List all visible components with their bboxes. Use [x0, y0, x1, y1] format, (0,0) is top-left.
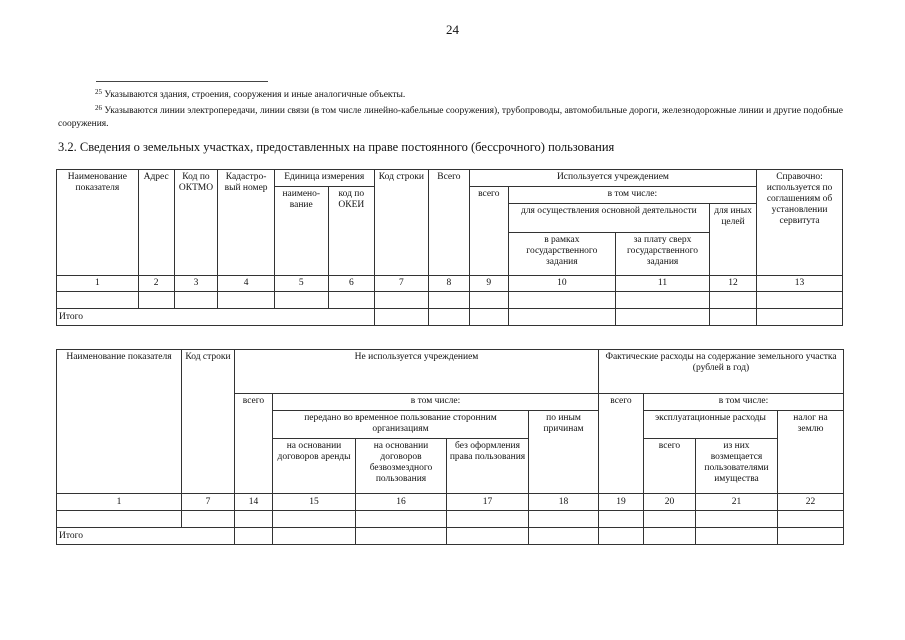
col-number: 7 — [374, 276, 428, 292]
col-number: 19 — [599, 494, 644, 511]
col-number: 16 — [356, 494, 447, 511]
table-cell[interactable] — [615, 292, 709, 309]
table-cell[interactable] — [644, 511, 696, 528]
header-used: Используется учреждением — [469, 170, 756, 187]
header-address: Адрес — [138, 170, 174, 276]
table-cell[interactable] — [57, 292, 139, 309]
total-row — [57, 528, 844, 545]
table-cell[interactable] — [428, 292, 469, 309]
table-cell[interactable] — [710, 309, 757, 326]
table-cell[interactable] — [599, 511, 644, 528]
col-number: 22 — [778, 494, 844, 511]
table-cell[interactable] — [235, 528, 273, 545]
table-cell[interactable] — [508, 292, 615, 309]
header-free-use: на основании договоров безвозмездного пользования — [356, 439, 447, 494]
table-cell[interactable] — [374, 309, 428, 326]
col-number: 9 — [469, 276, 508, 292]
column-numbers-row — [57, 494, 844, 511]
table-cell[interactable] — [374, 292, 428, 309]
header-paid-services: за плату сверх государственного задания — [615, 233, 709, 276]
header-used-total: всего — [469, 187, 508, 276]
col-number: 10 — [508, 276, 615, 292]
header-oktmo: Код по ОКТМО — [174, 170, 218, 276]
column-numbers-row — [57, 276, 843, 292]
table-cell[interactable] — [428, 309, 469, 326]
header-land-tax: налог на землю — [778, 411, 844, 494]
header-expenses-including: в том числе: — [644, 394, 844, 411]
table-cell[interactable] — [218, 292, 274, 309]
table-cell[interactable] — [599, 528, 644, 545]
footnote-text: Указываются здания, строения, сооружения и иные аналогичные объекты. — [104, 90, 406, 100]
header-cadastral-number: Кадастро-вый номер — [218, 170, 274, 276]
col-number: 21 — [696, 494, 778, 511]
col-number: 1 — [57, 276, 139, 292]
table-cell[interactable] — [757, 292, 843, 309]
table-cell[interactable] — [356, 511, 447, 528]
table-cell[interactable] — [274, 292, 328, 309]
header-row-code: Код строки — [182, 350, 235, 494]
header-expenses-total: всего — [599, 394, 644, 494]
col-number: 7 — [182, 494, 235, 511]
table-cell[interactable] — [273, 528, 356, 545]
header-easement: Справочно: используется по соглашениям об установлении сервитута — [757, 170, 843, 276]
col-number: 4 — [218, 276, 274, 292]
col-number: 2 — [138, 276, 174, 292]
col-number: 8 — [428, 276, 469, 292]
land-plots-used-table — [56, 169, 843, 326]
table-cell[interactable] — [235, 511, 273, 528]
header-other-purposes: для иных целей — [710, 204, 757, 276]
footnote-26 — [58, 102, 843, 131]
col-number: 11 — [615, 276, 709, 292]
table-cell[interactable] — [57, 511, 182, 528]
header-no-right: без оформления права пользования — [447, 439, 529, 494]
header-indicator-name: Наименование показателя — [57, 350, 182, 494]
table-cell[interactable] — [356, 528, 447, 545]
total-label: Итого — [57, 309, 375, 326]
header-state-task: в рамках государственного задания — [508, 233, 615, 276]
total-row — [57, 309, 843, 326]
table-cell[interactable] — [447, 528, 529, 545]
header-temporary-use: передано во временное пользование сторонним организациям — [273, 411, 529, 439]
header-actual-expenses: Фактические расходы на содержание земельного участка (рублей в год) — [599, 350, 844, 394]
table-cell[interactable] — [174, 292, 218, 309]
table-cell[interactable] — [469, 292, 508, 309]
footnote-text: Указываются линии электропередачи, линии связи (в том числе линейно-кабельные сооружения), трубопроводы, автомобильные дороги, железнодорожные линии и другие подобные сооружения. — [58, 106, 844, 129]
table-cell[interactable] — [529, 528, 599, 545]
footnote-mark: 26 — [95, 104, 102, 112]
header-unit: Единица измерения — [274, 170, 374, 187]
header-indicator-name: Наименование показателя — [57, 170, 139, 276]
footnote-mark: 25 — [95, 88, 102, 96]
header-not-used: Не используется учреждением — [235, 350, 599, 394]
col-number: 15 — [273, 494, 356, 511]
table-cell[interactable] — [508, 309, 615, 326]
footnote-25 — [58, 86, 843, 102]
header-main-activity: для осуществления основной деятельности — [508, 204, 709, 233]
col-number: 20 — [644, 494, 696, 511]
header-other-reasons: по иным причинам — [529, 411, 599, 494]
table-cell[interactable] — [469, 309, 508, 326]
table-cell[interactable] — [696, 528, 778, 545]
table-row — [57, 292, 843, 309]
header-unit-okei: код по ОКЕИ — [328, 187, 374, 276]
table-cell[interactable] — [710, 292, 757, 309]
footnote-separator — [96, 81, 268, 82]
table-cell[interactable] — [529, 511, 599, 528]
table-cell[interactable] — [644, 528, 696, 545]
footnotes — [58, 86, 843, 131]
page-number: 24 — [446, 22, 459, 37]
header-operating-total: всего — [644, 439, 696, 494]
header-not-used-total: всего — [235, 394, 273, 494]
total-label: Итого — [57, 528, 235, 545]
table-cell[interactable] — [778, 511, 844, 528]
table-cell[interactable] — [778, 528, 844, 545]
header-including: в том числе: — [273, 394, 599, 411]
table-cell[interactable] — [328, 292, 374, 309]
table-row — [57, 511, 844, 528]
col-number: 6 — [328, 276, 374, 292]
header-row-code: Код строки — [374, 170, 428, 276]
col-number: 3 — [174, 276, 218, 292]
col-number: 18 — [529, 494, 599, 511]
col-number: 5 — [274, 276, 328, 292]
header-operating-expenses: эксплуатационные расходы — [644, 411, 778, 439]
table-cell[interactable] — [138, 292, 174, 309]
header-lease: на основании договоров аренды — [273, 439, 356, 494]
header-including: в том числе: — [508, 187, 756, 204]
table-cell[interactable] — [447, 511, 529, 528]
section-title: 3.2. Сведения о земельных участках, предоставленных на праве постоянного (бессрочного) пользования — [58, 140, 615, 154]
table-cell[interactable] — [757, 309, 843, 326]
col-number: 12 — [710, 276, 757, 292]
table-cell[interactable] — [182, 511, 235, 528]
table-cell[interactable] — [615, 309, 709, 326]
table-cell[interactable] — [273, 511, 356, 528]
col-number: 1 — [57, 494, 182, 511]
header-unit-name: наимено-вание — [274, 187, 328, 276]
header-reimbursed: из них возмещается пользователями имущества — [696, 439, 778, 494]
table-cell[interactable] — [696, 511, 778, 528]
col-number: 14 — [235, 494, 273, 511]
header-total: Всего — [428, 170, 469, 276]
col-number: 17 — [447, 494, 529, 511]
land-plots-not-used-table — [56, 349, 844, 545]
col-number: 13 — [757, 276, 843, 292]
